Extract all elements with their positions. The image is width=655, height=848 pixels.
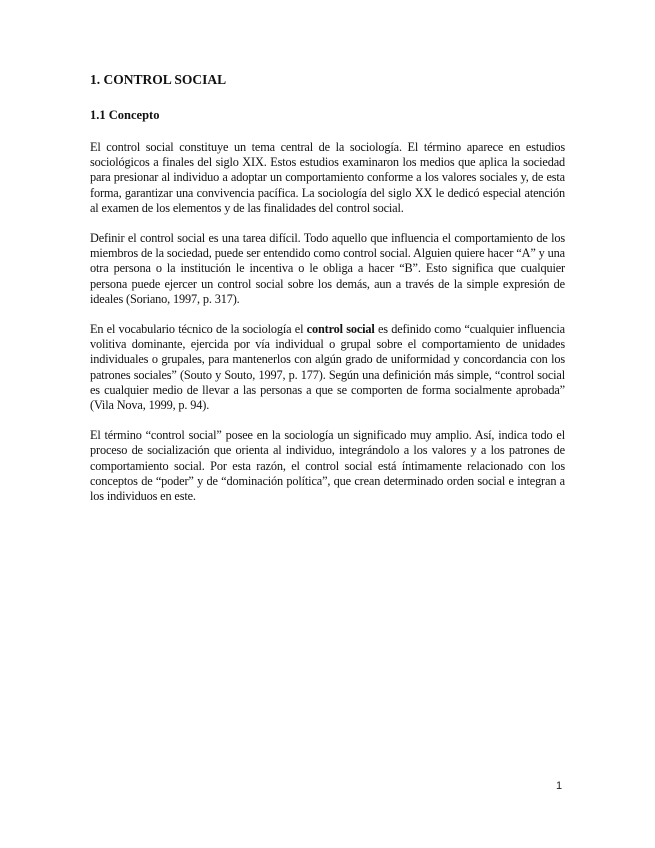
section-heading: 1. CONTROL SOCIAL: [90, 72, 227, 87]
paragraph-3-bold-term: control social: [306, 322, 375, 337]
subsection-heading: 1.1 Concepto: [90, 108, 160, 122]
page-number: 1: [556, 780, 563, 792]
document-page: [90, 70, 565, 519]
paragraph-3: [90, 322, 565, 413]
paragraph-3-text-after: es definido como “cualquier influencia volitiva dominante, ejercida por vía individual o grupal sobre el comportamiento de unidades individuales o grupales, para mantenerlos con algún grado de uniformidad y concordancia con los patrones sociales” (Souto y Souto, 1997, p. 177). Según una definición más simple, “control social es cualquier medio de llevar a las personas a que se comporten de forma socialmente aprobada” (Vila Nova, 1999, p. 94).: [90, 322, 565, 413]
paragraph-3-text-before: En el vocabulario técnico de la sociología el: [90, 322, 307, 337]
paragraph-4: El término “control social” posee en la sociología un significado muy amplio. Así, indica todo el proceso de socialización que orienta al individuo, integrándolo a los valores y a los patrones de comportamiento social. Por esta razón, el control social está íntimamente relacionado con los conceptos de “poder” y de “dominación política”, que crean determinado orden social e integran a los individuos en este.: [90, 428, 565, 504]
paragraph-2: Definir el control social es una tarea difícil. Todo aquello que influencia el comportamiento de los miembros de la sociedad, puede ser entendido como control social. Alguien quiere hacer “A” y una otra persona o la institución le incentiva o le obliga a hacer “B”. Esto significa que cualquier persona puede ejercer un control social sobre los demás, aun a través de la simple expresión de ideales (Soriano, 1997, p. 317).: [90, 231, 565, 306]
paragraph-1: El control social constituye un tema central de la sociología. El término aparece en estudios sociológicos a finales del siglo XIX. Estos estudios examinaron los medios que aplica la sociedad para presionar al individuo a adoptar un comportamiento conforme a los valores sociales y, de esta forma, garantizar una convivencia pacífica. La sociología del siglo XX le dedicó especial atención al examen de los elementos y de las finalidades del control social.: [90, 140, 565, 215]
